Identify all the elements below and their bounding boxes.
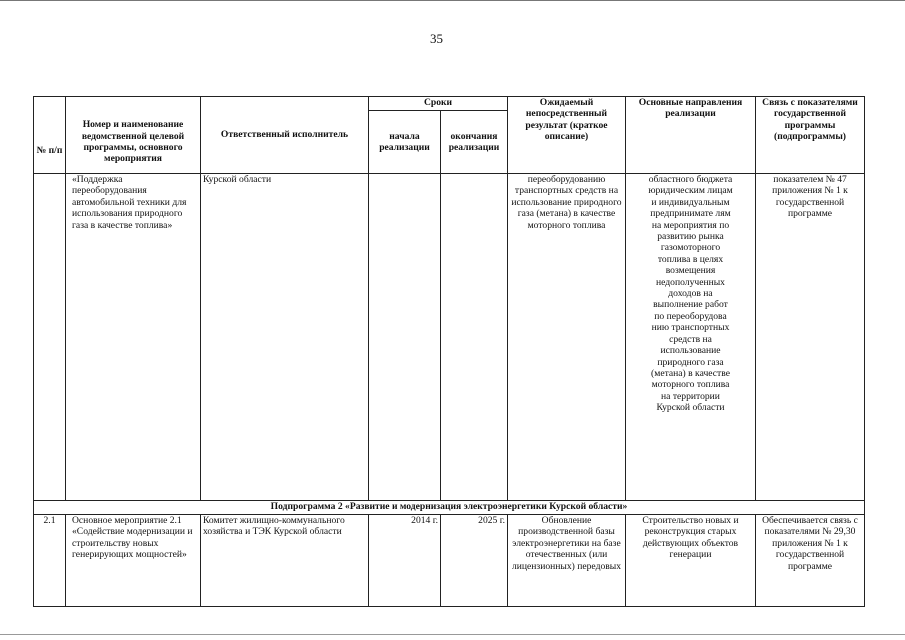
row1-result: переоборудованию транспортных средств на использование природного газа (метана) в качестве моторного топлива	[508, 174, 626, 501]
row1-start	[369, 174, 441, 501]
row2-executor: Комитет жилищно-коммунального хозяйства и ТЭК Курской области	[201, 515, 369, 607]
row2-result: Обновление производственной базы электроэнергетики на базе отечественных (или лицензионных) передовых	[508, 515, 626, 607]
top-edge-line	[0, 0, 905, 1]
header-row-1	[34, 97, 865, 111]
subprogram-row	[34, 501, 865, 515]
row2-link: Обеспечивается связь с показателями № 29,30 приложения № 1 к государственной программе	[756, 515, 865, 607]
row2-directions: Строительство новых и реконструкция старых действующих объектов генерации	[626, 515, 756, 607]
subprogram-title: Подпрограмма 2 «Развитие и модернизация электроэнергетики Курской области»	[34, 501, 865, 515]
row1-directions: областного бюджета юридическим лицам и индивидуальным предпринимате лям на мероприятия по развитию рынка газомоторного топлива в целях возмещения недополученных доходов на выполнение работ по переоборудова нию транспортных средств на использование природного газа (метана) в качестве моторного топлива на территории Курской области	[626, 174, 756, 501]
header-num: № п/п	[34, 97, 66, 174]
row2-num: 2.1	[34, 515, 66, 607]
header-executor: Ответственный исполнитель	[201, 97, 369, 174]
measures-table	[33, 96, 865, 607]
bottom-edge-line	[0, 634, 905, 635]
row1-num	[34, 174, 66, 501]
header-directions: Основные направления реализации	[626, 97, 756, 174]
header-link: Связь с показателями государственной программы (подпрограммы)	[756, 97, 865, 174]
table-row	[34, 174, 865, 501]
row1-executor: Курской области	[201, 174, 369, 501]
row2-end: 2025 г.	[441, 515, 508, 607]
page-number: 35	[430, 31, 443, 46]
header-end: окончания реализации	[441, 111, 508, 174]
row2-start: 2014 г.	[369, 515, 441, 607]
row1-link: показателем № 47 приложения № 1 к государственной программе	[756, 174, 865, 501]
header-result: Ожидаемый непосредственный результат (краткое описание)	[508, 97, 626, 174]
table-row	[34, 515, 865, 607]
row2-name: Основное мероприятие 2.1 «Содействие модернизации и строительству новых генерирующих мощностей»	[66, 515, 201, 607]
row1-name: «Поддержка переоборудования автомобильной техники для использования природного газа в качестве топлива»	[66, 174, 201, 501]
row1-end	[441, 174, 508, 501]
header-name: Номер и наименование ведомственной целевой программы, основного мероприятия	[66, 97, 201, 174]
header-start: начала реализации	[369, 111, 441, 174]
header-terms: Сроки	[369, 97, 508, 111]
